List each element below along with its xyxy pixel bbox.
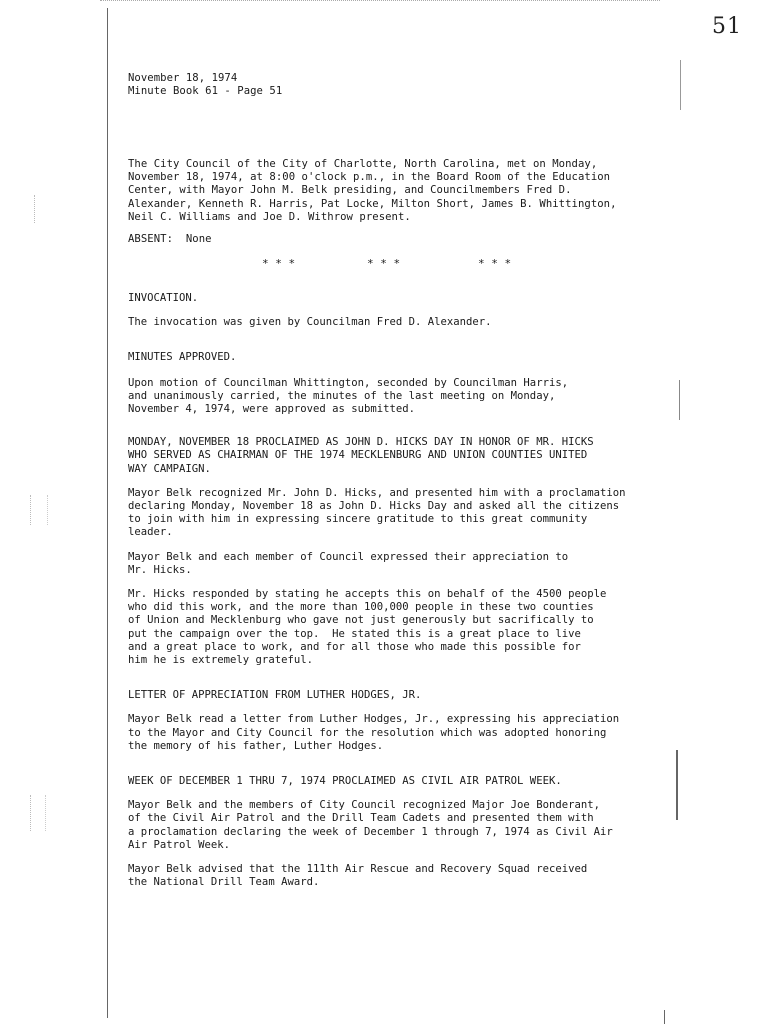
separator-stars-2: * * * — [367, 257, 401, 270]
section-paragraph: The invocation was given by Councilman Fred D. Alexander. — [128, 316, 492, 329]
margin-smudge — [34, 195, 49, 223]
header-minute-book: Minute Book 61 - Page 51 — [128, 85, 283, 98]
margin-smudge — [30, 795, 46, 831]
section-title: MONDAY, NOVEMBER 18 PROCLAIMED AS JOHN D. HICKS DAY IN HONOR OF MR. HICKS WHO SERVED AS CHAIRMAN OF THE 1974 MECKLENBURG AND UNION COUNTIES UNITED WAY CAMPAIGN. — [128, 436, 594, 475]
left-margin-line — [107, 8, 108, 1018]
section-hodges-letter — [128, 689, 728, 753]
section-paragraph: Mayor Belk and each member of Council expressed their appreciation to Mr. Hicks. — [128, 550, 569, 576]
section-paragraph: Mayor Belk read a letter from Luther Hodges, Jr., expressing his appreciation to the Mayor and City Council for the resolution which was adopted honoring the memory of his father, Luther Hodges. — [128, 713, 620, 752]
section-title: INVOCATION. — [128, 292, 199, 304]
section-title: WEEK OF DECEMBER 1 THRU 7, 1974 PROCLAIMED AS CIVIL AIR PATROL WEEK. — [128, 775, 562, 788]
scan-artifact-top — [100, 0, 660, 5]
section-civil-air-patrol — [128, 775, 728, 889]
separator-stars-3: * * * — [478, 257, 512, 270]
minutes-sections — [128, 292, 728, 907]
section-separator — [0, 257, 770, 271]
margin-smudge — [30, 495, 48, 525]
section-title: LETTER OF APPRECIATION FROM LUTHER HODGES, JR. — [128, 689, 422, 702]
document-header — [128, 72, 718, 98]
page-number: 51 — [712, 14, 742, 39]
right-margin-line-4 — [664, 1010, 665, 1024]
section-minutes-approved — [128, 351, 728, 416]
separator-stars-1: * * * — [262, 257, 296, 270]
section-paragraph: Upon motion of Councilman Whittington, seconded by Councilman Harris, and unanimously carried, the minutes of the last meeting on Monday, November 4, 1974, were approved as submitted. — [128, 376, 569, 416]
absent-line: ABSENT: None — [128, 233, 212, 245]
section-invocation — [128, 292, 728, 329]
section-paragraph: Mr. Hicks responded by stating he accepts this on behalf of the 4500 people who did this work, and the more than 100,000 people in these two counties of Union and Mecklenburg who gave not just generously but sacrifically to put the campaign over the top. He stated this is a great place to live and a great place to work, and for all those who made this possible for him he is extremely grateful. — [128, 588, 607, 667]
intro-paragraph: The City Council of the City of Charlotte, North Carolina, met on Monday, November 18, 1974, at 8:00 o'clock p.m., in the Board Room of the Education Center, with Mayor John M. Belk presiding, and Councilmembers Fred D. Alexander, Kenneth R. Harris, Pat Locke, Milton Short, James B. Whittington, Neil C. Williams and Joe D. Withrow present. — [128, 158, 617, 223]
section-paragraph: Mayor Belk recognized Mr. John D. Hicks, and presented him with a proclamation declaring Monday, November 18 as John D. Hicks Day and asked all the citizens to join with him in expressing sincere gratitude to this great community leader. — [128, 486, 626, 539]
section-paragraph: Mayor Belk and the members of City Council recognized Major Joe Bonderant, of the Civil Air Patrol and the Drill Team Cadets and presented them with a proclamation declaring the week of December 1 through 7, 1974 as Civil Air Air Patrol Week. — [128, 799, 613, 851]
section-hicks-day — [128, 436, 728, 667]
section-paragraph: Mayor Belk advised that the 111th Air Rescue and Recovery Squad received the National Drill Team Award. — [128, 863, 588, 889]
header-date: November 18, 1974 — [128, 72, 238, 84]
section-title: MINUTES APPROVED. — [128, 351, 237, 364]
